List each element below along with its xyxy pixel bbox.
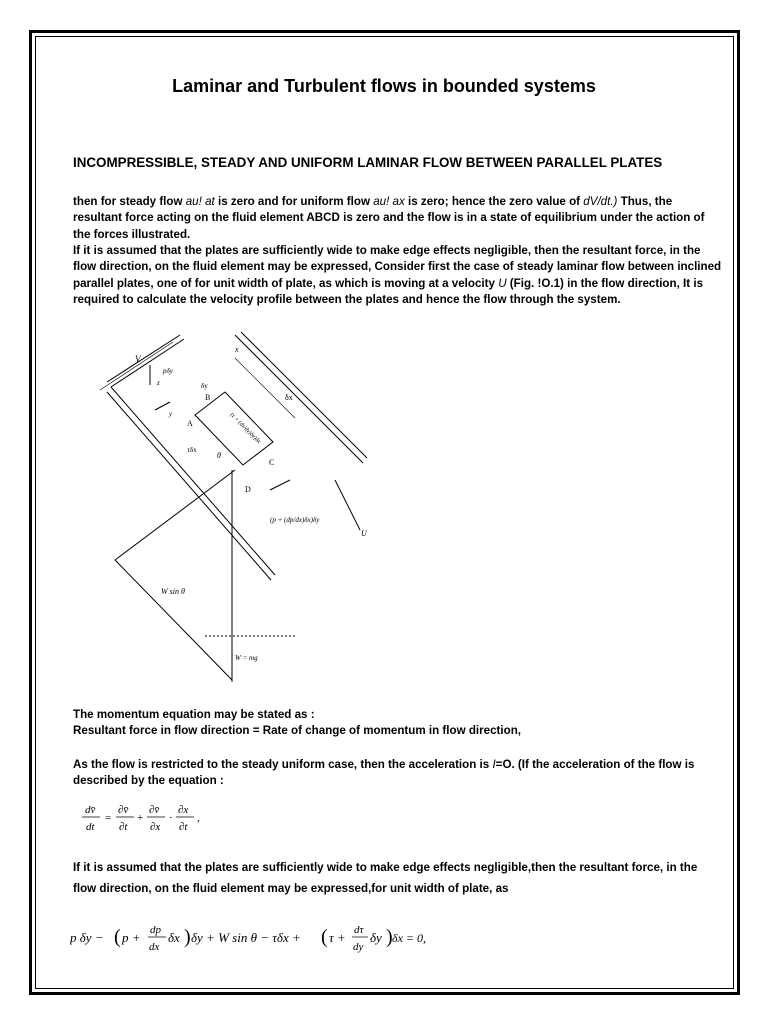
eq2-b: p +	[122, 930, 141, 945]
fig-weight-line-1	[115, 470, 235, 560]
fig-label-x: x	[235, 345, 239, 354]
eq1-lhs-num: dv̄	[85, 804, 96, 816]
eq1-lhs-den: dt	[86, 821, 95, 833]
fig-label-d: D	[245, 485, 251, 494]
eq1-t1-num: ∂v̄	[118, 804, 129, 816]
fig-label-y: y	[169, 410, 173, 418]
document-title: Laminar and Turbulent flows in bounded systems	[172, 76, 596, 96]
eq2-frac1-den: dx	[149, 941, 160, 953]
p1-text-3: is zero; hence the zero value of	[404, 195, 584, 208]
eq2-paren-2-open: (	[321, 926, 328, 948]
p1-text-2: is zero and for uniform flow	[214, 195, 374, 208]
eq1-end: ,	[197, 812, 200, 824]
fig-dx-dimension	[235, 358, 295, 418]
fig-label-z: z	[157, 379, 160, 387]
fig-label-a: A	[187, 419, 193, 428]
equation-force-balance	[70, 918, 430, 958]
fig-label-pdy: pδy	[163, 367, 173, 375]
fig-lower-plate-a	[235, 335, 363, 463]
fig-label-w: W = mg	[235, 654, 258, 662]
eq2-paren-2-close: )	[386, 926, 393, 948]
eq2-paren-1-close: )	[184, 926, 191, 948]
fig-y-arrow	[155, 402, 170, 410]
paragraph-4	[73, 757, 723, 790]
p1-text-4: Thus, the resultant force acting on the fluid element ABCD is zero and the flow is in a state of equilibrium under the action of the forces illustrated.	[73, 195, 705, 241]
p2-text-1: If it is assumed that the plates are sufficiently wide to make edge effects negligible, then the resultant force, in the flow direction, on the fluid element may be expressed, Consider first the case of steady laminar flow between inclined parallel plates, one of for unit width of plate, as which is moving at a velocity	[73, 244, 722, 290]
eq1-t2-den: ∂x	[150, 821, 161, 833]
eq2-f: δy	[370, 930, 382, 945]
fig-weight-line-2	[115, 560, 232, 680]
eq2-e: τ +	[329, 930, 346, 945]
fig-v-dimension	[100, 342, 173, 390]
paragraph-1	[73, 194, 723, 243]
eq1-t3-num: ∂x	[178, 804, 189, 816]
eq2-frac2-num: dτ	[354, 924, 364, 936]
fig-pressure-arrow	[270, 480, 290, 490]
p4-italic-1: I	[492, 758, 496, 771]
fig-label-dy: δy	[201, 382, 208, 390]
figure-inclined-plates	[95, 330, 385, 690]
fig-upper-plate-line-b	[111, 339, 184, 387]
paragraph-5: If it is assumed that the plates are sufficiently wide to make edge effects negligible,then the resultant force, in the flow direction, on the fluid element may be expressed,for unit width of plate, as	[73, 861, 698, 895]
eq1-plus: +	[137, 812, 144, 824]
fig-label-c: C	[269, 458, 275, 467]
eq2-frac2-den: dy	[353, 941, 364, 953]
eq1-t3-den: ∂t	[179, 821, 188, 833]
p3-line-2: Resultant force in flow direction = Rate of change of momentum in flow direction,	[73, 724, 522, 738]
eq2-d: δy + W sin θ − τδx +	[191, 930, 301, 945]
p4-text-1: As the flow is restricted to the steady uniform case, then the acceleration is	[73, 758, 493, 771]
eq2-a: p δy −	[70, 930, 104, 945]
paragraph-3	[73, 707, 723, 740]
p1-italic-2: au! ax	[373, 195, 405, 208]
section-heading: INCOMPRESSIBLE, STEADY AND UNIFORM LAMINAR FLOW BETWEEN PARALLEL PLATES	[73, 155, 663, 170]
p1-text-1: then for steady flow	[73, 195, 186, 208]
fig-label-wsin: W sin θ	[161, 587, 185, 596]
p1-italic-3: dV/dt.)	[583, 195, 618, 208]
eq2-c: δx	[168, 930, 180, 945]
eq1-dot: ·	[169, 812, 173, 824]
eq1-t2-num: ∂v̄	[149, 804, 160, 816]
eq1-t1-den: ∂t	[119, 821, 128, 833]
p4-text-2: =O. (If the acceleration of the flow is described by the equation :	[73, 758, 695, 788]
fig-label-tdx: τδx	[187, 446, 197, 454]
eq1-equals: =	[105, 812, 112, 824]
fig-element-abcd	[195, 392, 273, 465]
p3-line-1: The momentum equation may be stated as :	[73, 708, 315, 721]
fig-left-plate-a	[111, 387, 275, 575]
fig-label-b: B	[205, 393, 211, 402]
fig-label-shear: (τ + (dτ/dy)δy)δx	[228, 412, 262, 446]
fig-label-pressure: (p + (dp/dx)δx)δy	[270, 516, 320, 524]
p1-italic-1: au! at	[185, 195, 215, 208]
fig-label-v: V	[135, 354, 141, 364]
fig-label-dx: δx	[285, 393, 293, 402]
p2-text-2: (Fig. !O.1) in the flow direction, It is required to calculate the velocity profile between the plates and hence the flow through the system.	[73, 276, 704, 306]
eq2-g: δx = 0,	[392, 931, 427, 945]
eq2-frac1-num: dp	[150, 924, 161, 936]
fig-u-arrow	[335, 480, 360, 530]
p2-italic-1: U	[498, 276, 507, 290]
eq2-paren-1-open: (	[114, 926, 121, 948]
equation-acceleration	[80, 798, 220, 838]
fig-label-theta: θ	[217, 451, 221, 460]
fig-label-u: U	[361, 529, 367, 538]
paragraph-2	[73, 243, 723, 308]
